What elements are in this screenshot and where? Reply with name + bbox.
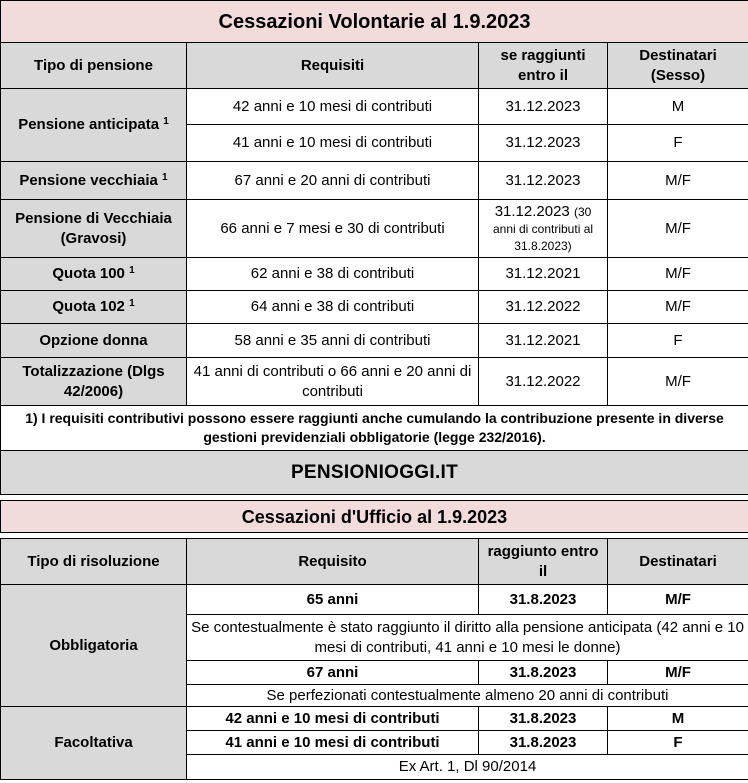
- requisiti-cell: 41 anni e 10 mesi di contributi: [187, 125, 479, 162]
- ufficio-title: Cessazioni d'Ufficio al 1.9.2023: [1, 501, 748, 533]
- requisito-cell: 65 anni: [187, 585, 479, 615]
- sex-cell: M/F: [608, 358, 748, 406]
- requisiti-cell: 42 anni e 10 mesi di contributi: [187, 89, 479, 125]
- sex-cell: M/F: [608, 585, 748, 615]
- requisiti-cell: 64 anni e 38 di contributi: [187, 291, 479, 324]
- requisito-cell: 67 anni: [187, 661, 479, 685]
- requisito-cell: 42 anni e 10 mesi di contributi: [187, 707, 479, 731]
- row-label-totalizzazione: Totalizzazione (Dlgs 42/2006): [1, 358, 187, 406]
- date-cell: 31.12.2022: [479, 291, 608, 324]
- sex-cell: F: [608, 125, 748, 162]
- sex-cell: M/F: [608, 258, 748, 291]
- date-cell-gravosi: 31.12.2023 (30 anni di contributi al 31.8.2023): [479, 200, 608, 258]
- date-cell: 31.8.2023: [479, 731, 608, 755]
- row-label-quota102: Quota 102 $^1$: [1, 291, 187, 324]
- condition-note: Se perfezionati contestualmente almeno 20 anni di contributi: [187, 685, 748, 707]
- header-tipo-risoluzione: Tipo di risoluzione: [1, 539, 187, 585]
- date-cell: 31.8.2023: [479, 707, 608, 731]
- date-cell: 31.8.2023: [479, 661, 608, 685]
- header-requisito: Requisito: [187, 539, 479, 585]
- volontarie-title: Cessazioni Volontarie al 1.9.2023: [1, 1, 748, 43]
- condition-note: Se contestualmente è stato raggiunto il diritto alla pensione anticipata (42 anni e 10 mesi di contributi, 41 anni e 10 mesi le donne): [187, 615, 748, 661]
- requisiti-cell: 67 anni e 20 anni di contributi: [187, 162, 479, 200]
- sex-cell: M/F: [608, 162, 748, 200]
- row-label-facoltativa: Facoltativa: [1, 707, 187, 780]
- sex-cell: M/F: [608, 661, 748, 685]
- row-label-anticipata: Pensione anticipata $^1$: [1, 89, 187, 162]
- requisiti-cell: 62 anni e 38 di contributi: [187, 258, 479, 291]
- date-cell: 31.12.2021: [479, 324, 608, 358]
- footnote: 1) I requisiti contributivi possono essere raggiunti anche cumulando la contribuzione presente in diverse gestioni previdenziali obbligatorie (legge 232/2016).: [1, 406, 748, 451]
- sex-cell: F: [608, 731, 748, 755]
- brand-label: PENSIONIOGGI.IT: [1, 451, 748, 495]
- sex-cell: M: [608, 707, 748, 731]
- sex-cell: M: [608, 89, 748, 125]
- header-tipo-pensione: Tipo di pensione: [1, 43, 187, 89]
- row-label-obbligatoria: Obbligatoria: [1, 585, 187, 707]
- header-destinatari-ufficio: Destinatari: [608, 539, 748, 585]
- header-raggiunto: raggiunto entro il: [479, 539, 608, 585]
- sex-cell: F: [608, 324, 748, 358]
- date-cell: 31.8.2023: [479, 585, 608, 615]
- legal-reference: Ex Art. 1, Dl 90/2014: [187, 755, 748, 780]
- date-cell: 31.12.2023: [479, 89, 608, 125]
- requisito-cell: 41 anni e 10 mesi di contributi: [187, 731, 479, 755]
- requisiti-cell: 58 anni e 35 anni di contributi: [187, 324, 479, 358]
- date-cell: 31.12.2021: [479, 258, 608, 291]
- row-label-gravosi: Pensione di Vecchiaia (Gravosi): [1, 200, 187, 258]
- date-cell: 31.12.2023: [479, 162, 608, 200]
- requisiti-cell: 41 anni di contributi o 66 anni e 20 anni di contributi: [187, 358, 479, 406]
- row-label-quota100: Quota 100 $^1$: [1, 258, 187, 291]
- header-destinatari: Destinatari (Sesso): [608, 43, 748, 89]
- date-cell: 31.12.2022: [479, 358, 608, 406]
- header-requisiti: Requisiti: [187, 43, 479, 89]
- sex-cell: M/F: [608, 291, 748, 324]
- date-cell: 31.12.2023: [479, 125, 608, 162]
- row-label-vecchiaia: Pensione vecchiaia $^1$: [1, 162, 187, 200]
- requisiti-cell: 66 anni e 7 mesi e 30 di contributi: [187, 200, 479, 258]
- header-raggiunti: se raggiunti entro il: [479, 43, 608, 89]
- row-label-opzione-donna: Opzione donna: [1, 324, 187, 358]
- sex-cell: M/F: [608, 200, 748, 258]
